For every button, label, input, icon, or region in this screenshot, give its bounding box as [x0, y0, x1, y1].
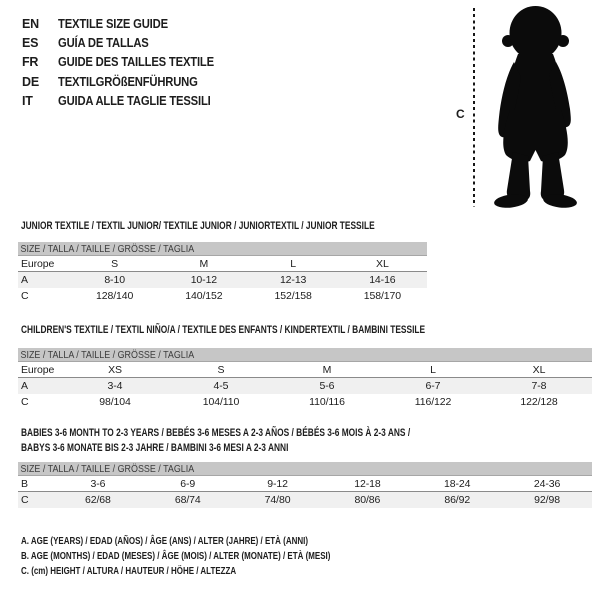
row-label: A — [21, 274, 28, 286]
table-row-europe — [18, 362, 592, 378]
table-cell: 122/128 — [520, 396, 558, 408]
row-label: C — [21, 494, 29, 506]
table-cell: 7-8 — [531, 380, 547, 392]
junior-textile-table — [18, 219, 427, 309]
table-title: CHILDREN'S TEXTILE / TEXTIL NIÑO/A / TEXTILE DES ENFANTS / KINDERTEXTIL / BAMBINI TESSILE — [21, 324, 426, 336]
table-row-europe — [18, 256, 427, 272]
table-cell: 140/152 — [185, 290, 223, 302]
table-cell: 110/116 — [309, 396, 345, 408]
table-cell: 86/92 — [444, 494, 471, 506]
row-label: C — [21, 396, 29, 408]
lang-title: TEXTILGRÖßENFÜHRUNG — [58, 74, 198, 89]
table-cell: 5-6 — [319, 380, 335, 392]
table-cell: 18-24 — [444, 477, 471, 490]
toddler-silhouette-icon — [480, 4, 593, 210]
legend-notes — [21, 535, 428, 581]
table-cell: M — [199, 257, 209, 270]
table-cell: 98/104 — [99, 396, 131, 408]
row-label: A — [21, 380, 28, 392]
row-label: Europe — [21, 257, 55, 270]
lang-row-es — [22, 33, 231, 52]
table-cell: 8-10 — [104, 274, 125, 286]
table-cell: L — [430, 363, 436, 376]
table-cell: 104/110 — [202, 396, 240, 408]
language-title-list — [22, 14, 231, 111]
lang-title: GUIDE DES TAILLES TEXTILE — [58, 55, 214, 70]
babies-textile-table — [18, 426, 592, 510]
lang-row-fr — [22, 53, 231, 72]
table-cell: 14-16 — [369, 274, 396, 286]
row-label: Europe — [21, 363, 55, 376]
table-cell: 12-13 — [279, 274, 307, 286]
size-header-label: SIZE / TALLA / TAILLE / GRÖSSE / TAGLIA — [20, 462, 195, 475]
table-cell: 3-4 — [107, 380, 123, 392]
table-cell: 68/74 — [174, 494, 201, 506]
size-header-label: SIZE / TALLA / TAILLE / GRÖSSE / TAGLIA — [20, 242, 195, 255]
table-cell: 12-18 — [354, 477, 381, 490]
table-cell: 9-12 — [267, 477, 288, 490]
table-cell: XL — [532, 363, 546, 376]
lang-title: GUÍA DE TALLAS — [58, 36, 149, 51]
lang-row-de — [22, 72, 231, 91]
lang-code: DE — [22, 74, 39, 89]
lang-title: GUIDA ALLE TAGLIE TESSILI — [58, 94, 211, 109]
lang-code: IT — [22, 94, 33, 109]
height-measure-label: C — [456, 107, 465, 121]
table-cell: S — [217, 363, 225, 376]
table-row-months — [18, 476, 592, 492]
table-cell: 116/122 — [414, 396, 452, 408]
table-cell: 6-9 — [180, 477, 196, 490]
size-header-label: SIZE / TALLA / TAILLE / GRÖSSE / TAGLIA — [20, 348, 195, 361]
table-row-height — [18, 394, 592, 410]
row-label: B — [21, 477, 28, 490]
table-title-line1: BABIES 3-6 MONTH TO 2-3 YEARS / BEBÉS 3-6 MESES A 2-3 AÑOS / BÉBÉS 3-6 MOIS À 2-3 ANS / — [21, 427, 411, 439]
table-cell: S — [111, 257, 119, 270]
note-height-cm: C. (cm) HEIGHT / ALTURA / HAUTEUR / HÖHE / ALTEZZA — [21, 565, 237, 578]
table-cell: 62/68 — [85, 494, 111, 506]
table-cell: M — [322, 363, 332, 376]
note-age-months: B. AGE (MONTHS) / EDAD (MESES) / ÂGE (MOIS) / ALTER (MONATE) / ETÀ (MESI) — [21, 550, 331, 563]
table-cell: XL — [376, 257, 389, 270]
size-header-bar — [18, 242, 427, 256]
table-cell: 4-5 — [213, 380, 229, 392]
lang-row-en — [22, 14, 231, 33]
note-age-years: A. AGE (YEARS) / EDAD (AÑOS) / ÂGE (ANS) / ALTER (JAHRE) / ETÀ (ANNI) — [21, 535, 308, 547]
table-title: JUNIOR TEXTILE / TEXTIL JUNIOR/ TEXTILE JUNIOR / JUNIORTEXTIL / JUNIOR TESSILE — [21, 220, 375, 232]
lang-code: ES — [22, 36, 39, 51]
table-cell: 128/140 — [95, 290, 134, 302]
size-header-bar — [18, 462, 592, 476]
table-cell: 158/170 — [363, 290, 401, 302]
table-cell: XS — [108, 363, 122, 376]
height-measure-dashed-line — [473, 8, 475, 207]
table-cell: L — [290, 257, 296, 270]
table-row-age — [18, 378, 592, 394]
table-cell: 6-7 — [425, 380, 441, 392]
lang-code: FR — [22, 55, 39, 70]
lang-code: EN — [22, 16, 39, 31]
table-row-age — [18, 272, 427, 288]
lang-row-it — [22, 92, 231, 111]
table-cell: 74/80 — [264, 494, 291, 506]
lang-title: TEXTILE SIZE GUIDE — [58, 16, 168, 31]
table-cell: 10-12 — [190, 274, 218, 286]
table-cell: 24-36 — [533, 477, 561, 490]
table-cell: 80/86 — [354, 494, 381, 506]
size-header-bar — [18, 348, 592, 362]
table-title-line2: BABYS 3-6 MONATE BIS 2-3 JAHRE / BAMBINI 3-6 MESI A 2-3 ANNI — [21, 442, 289, 454]
table-cell: 152/158 — [274, 290, 312, 302]
table-row-height — [18, 492, 592, 508]
table-row-height — [18, 288, 427, 304]
table-cell: 92/98 — [534, 494, 560, 506]
table-cell: 3-6 — [90, 477, 106, 490]
childrens-textile-table — [18, 323, 592, 413]
row-label: C — [21, 290, 29, 302]
